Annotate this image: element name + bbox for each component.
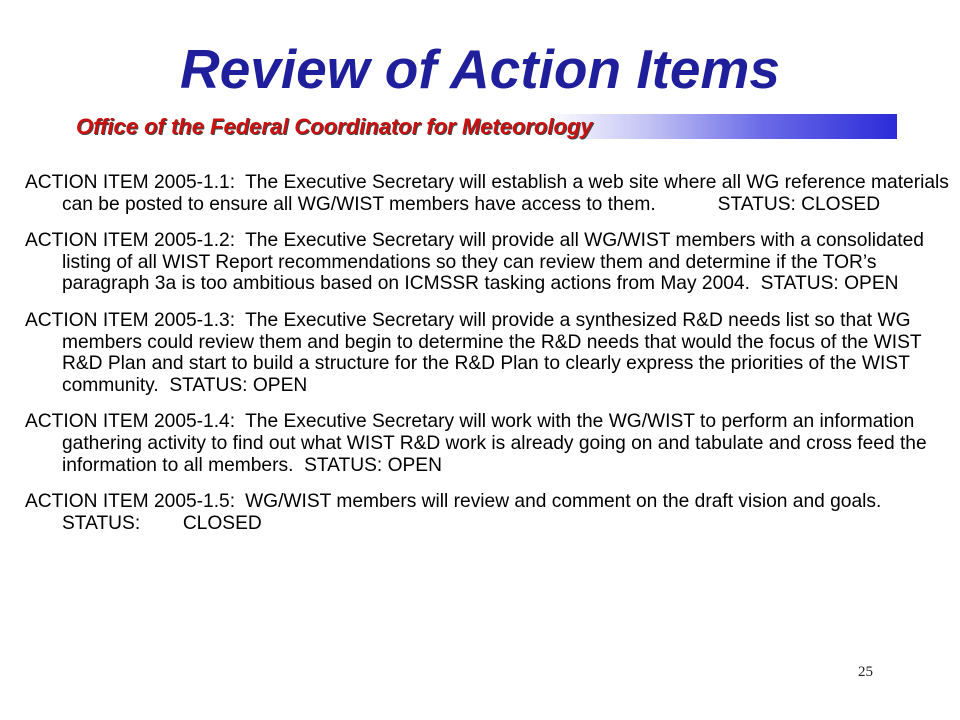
action-item-3 bbox=[25, 310, 953, 396]
action-item-status: STATUS: CLOSED bbox=[62, 512, 262, 534]
action-item-4 bbox=[25, 411, 953, 476]
action-item-text: The Executive Secretary will work with the WG/WIST to perform an information gathering activity to find out what WIST R&D work is already going on and tabulate and cross feed the information to all members. bbox=[62, 411, 927, 476]
action-item-text: WG/WIST members will review and comment on the draft vision and goals. bbox=[245, 491, 882, 513]
action-items-list bbox=[25, 172, 953, 549]
action-item-label: ACTION ITEM 2005-1.3: bbox=[25, 309, 236, 331]
action-item-2 bbox=[25, 230, 953, 295]
action-item-label: ACTION ITEM 2005-1.4: bbox=[25, 411, 236, 433]
action-item-text: The Executive Secretary will provide all WG/WIST members with a consolidated listing of all WIST Report recommendations so they can review them and determine if the TOR’s paragraph 3a is too ambitious based on ICMSSR tasking actions from May 2004. bbox=[62, 230, 924, 295]
action-item-1 bbox=[25, 172, 953, 215]
action-item-label: ACTION ITEM 2005-1.5: bbox=[25, 491, 236, 513]
slide-subtitle: Office of the Federal Coordinator for Meteorology bbox=[76, 114, 593, 139]
action-item-label: ACTION ITEM 2005-1.2: bbox=[25, 230, 236, 252]
action-item-status: STATUS: OPEN bbox=[169, 374, 308, 396]
action-item-status: STATUS: OPEN bbox=[760, 273, 899, 295]
action-item-5 bbox=[25, 491, 953, 534]
action-item-text: The Executive Secretary will provide a synthesized R&D needs list so that WG members could review them and begin to determine the R&D needs that would the focus of the WIST R&D Plan and start to build a structure for the R&D Plan to clearly express the priorities of the WIST community. bbox=[62, 309, 922, 396]
action-item-status: STATUS: OPEN bbox=[304, 454, 442, 476]
action-item-text: The Executive Secretary will establish a web site where all WG reference materials can be posted to ensure all WG/WIST members have access to them. bbox=[62, 172, 949, 215]
slide-title: Review of Action Items bbox=[179, 38, 781, 100]
action-item-status: STATUS: CLOSED bbox=[717, 193, 881, 215]
action-item-label: ACTION ITEM 2005-1.1: bbox=[25, 172, 236, 193]
page-number: 25 bbox=[858, 664, 873, 680]
